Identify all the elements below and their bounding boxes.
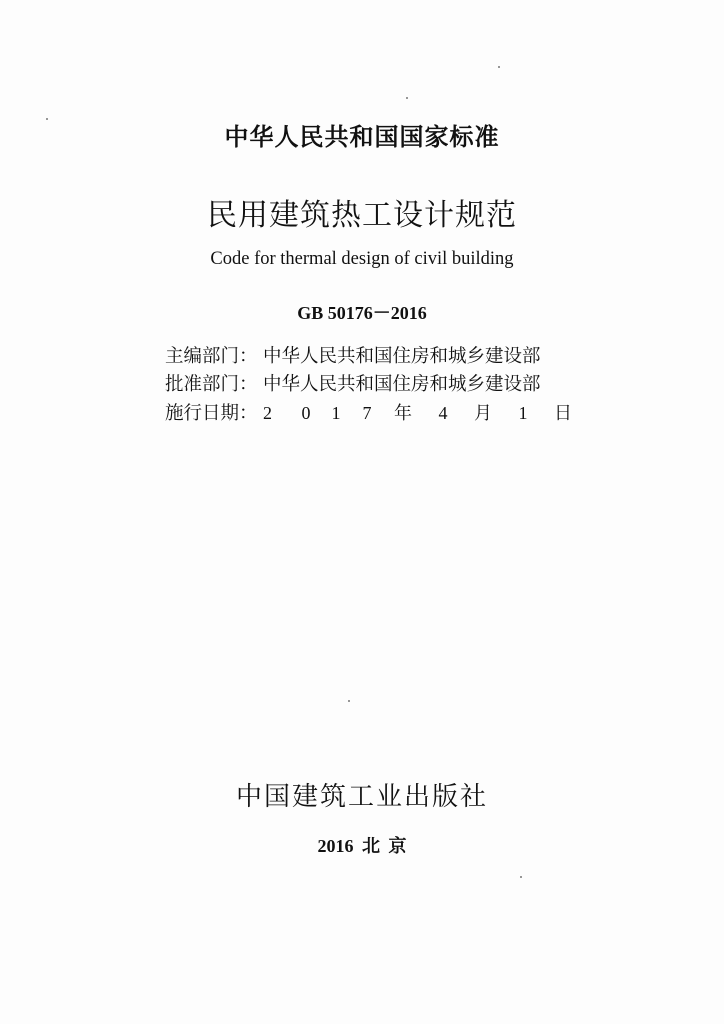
publisher-name: 中国建筑工业出版社 bbox=[235, 782, 488, 812]
date-day-digit: 1 bbox=[518, 403, 528, 423]
chief-department-label: 主编部门： bbox=[165, 346, 258, 367]
chief-department-row bbox=[165, 343, 541, 371]
scan-speck bbox=[520, 876, 522, 878]
scan-speck bbox=[498, 66, 500, 68]
date-year-unit: 年 bbox=[394, 403, 412, 424]
date-year-digit: 2 bbox=[263, 403, 272, 423]
date-year-digit: 0 bbox=[301, 403, 311, 423]
date-year-digit: 7 bbox=[362, 403, 372, 423]
chief-department-value: 中华人民共和国住房和城乡建设部 bbox=[263, 346, 541, 367]
standard-code: GB 50176－2016 bbox=[297, 303, 427, 323]
approval-department-value: 中华人民共和国住房和城乡建设部 bbox=[263, 374, 541, 395]
effective-date-value bbox=[263, 399, 583, 428]
scan-speck bbox=[406, 97, 408, 99]
date-month-unit: 月 bbox=[474, 403, 492, 424]
standard-type-heading: 中华人民共和国国家标准 bbox=[224, 123, 500, 151]
effective-date-label: 施行日期： bbox=[165, 403, 258, 424]
date-day-unit: 日 bbox=[554, 403, 572, 424]
document-title: 民用建筑热工设计规范 bbox=[207, 198, 517, 233]
scan-speck bbox=[348, 700, 350, 702]
approval-department-row bbox=[165, 371, 541, 399]
approval-department-label: 批准部门： bbox=[165, 374, 258, 395]
document-title-english: Code for thermal design of civil building bbox=[210, 249, 514, 269]
date-year-digit: 1 bbox=[331, 403, 341, 423]
effective-date-row bbox=[165, 399, 583, 428]
date-month-digit: 4 bbox=[438, 403, 448, 423]
publication-year-place: 2016 北 京 bbox=[317, 836, 407, 856]
